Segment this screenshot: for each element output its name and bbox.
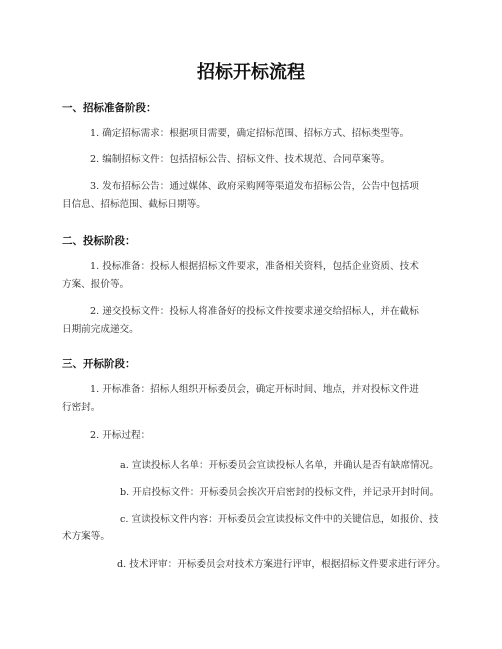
paragraph-line-continued: 行密封。 bbox=[62, 402, 101, 413]
paragraph-line: 2. 开标过程： bbox=[90, 430, 151, 441]
paragraph-line: 3. 发布招标公告：通过媒体、政府采购网等渠道发布招标公告，公告中包括项 bbox=[90, 181, 419, 192]
paragraph-opening-preparation bbox=[62, 381, 440, 417]
paragraph-line-continued: 方案、报价等。 bbox=[62, 279, 130, 290]
paragraph-determine-requirements bbox=[62, 125, 440, 143]
paragraph-line-continued: 目信息、招标范围、截标日期等。 bbox=[62, 199, 206, 210]
paragraph-opening-process bbox=[62, 427, 440, 445]
paragraph-submit-bid bbox=[62, 303, 440, 339]
paragraph-line: 1. 确定招标需求：根据项目需要，确定招标范围、招标方式、招标类型等。 bbox=[90, 128, 410, 139]
paragraph-prepare-documents bbox=[62, 151, 440, 169]
subitem-read-bidder-list: a. 宣读投标人名单：开标委员会宣读投标人名单，并确认是否有缺席情况。 bbox=[120, 460, 439, 471]
subitem-read-bid-content-continued: 术方案等。 bbox=[62, 531, 110, 542]
paragraph-line: 2. 递交投标文件：投标人将准备好的投标文件按要求递交给招标人，并在截标 bbox=[90, 306, 419, 317]
paragraph-line: 1. 投标准备：投标人根据招标文件要求，准备相关资料，包括企业资质、技术 bbox=[90, 261, 419, 272]
paragraph-line: 1. 开标准备：招标人组织开标委员会，确定开标时间、地点，并对投标文件进 bbox=[90, 384, 419, 395]
section-heading-preparation: 一、招标准备阶段： bbox=[62, 102, 157, 114]
document-title: 招标开标流程 bbox=[197, 62, 305, 83]
paragraph-bid-preparation bbox=[62, 258, 440, 294]
subitem-technical-review: d. 技术评审：开标委员会对技术方案进行评审，根据招标文件要求进行评分。 bbox=[117, 559, 446, 570]
subitem-read-bid-content: c. 宣读投标文件内容：开标委员会宣读投标文件中的关键信息，如报价、技 bbox=[120, 514, 439, 525]
section-heading-bidding: 二、投标阶段： bbox=[62, 235, 136, 247]
subitem-open-bid-documents: b. 开启投标文件：开标委员会挨次开启密封的投标文件，并记录开封时间。 bbox=[120, 487, 440, 498]
paragraph-line-continued: 日期前完成递交。 bbox=[62, 324, 139, 335]
paragraph-line: 2. 编制招标文件：包括招标公告、招标文件、技术规范、合同草案等。 bbox=[90, 154, 391, 165]
paragraph-publish-announcement bbox=[62, 178, 440, 214]
section-heading-opening: 三、开标阶段： bbox=[62, 358, 136, 370]
